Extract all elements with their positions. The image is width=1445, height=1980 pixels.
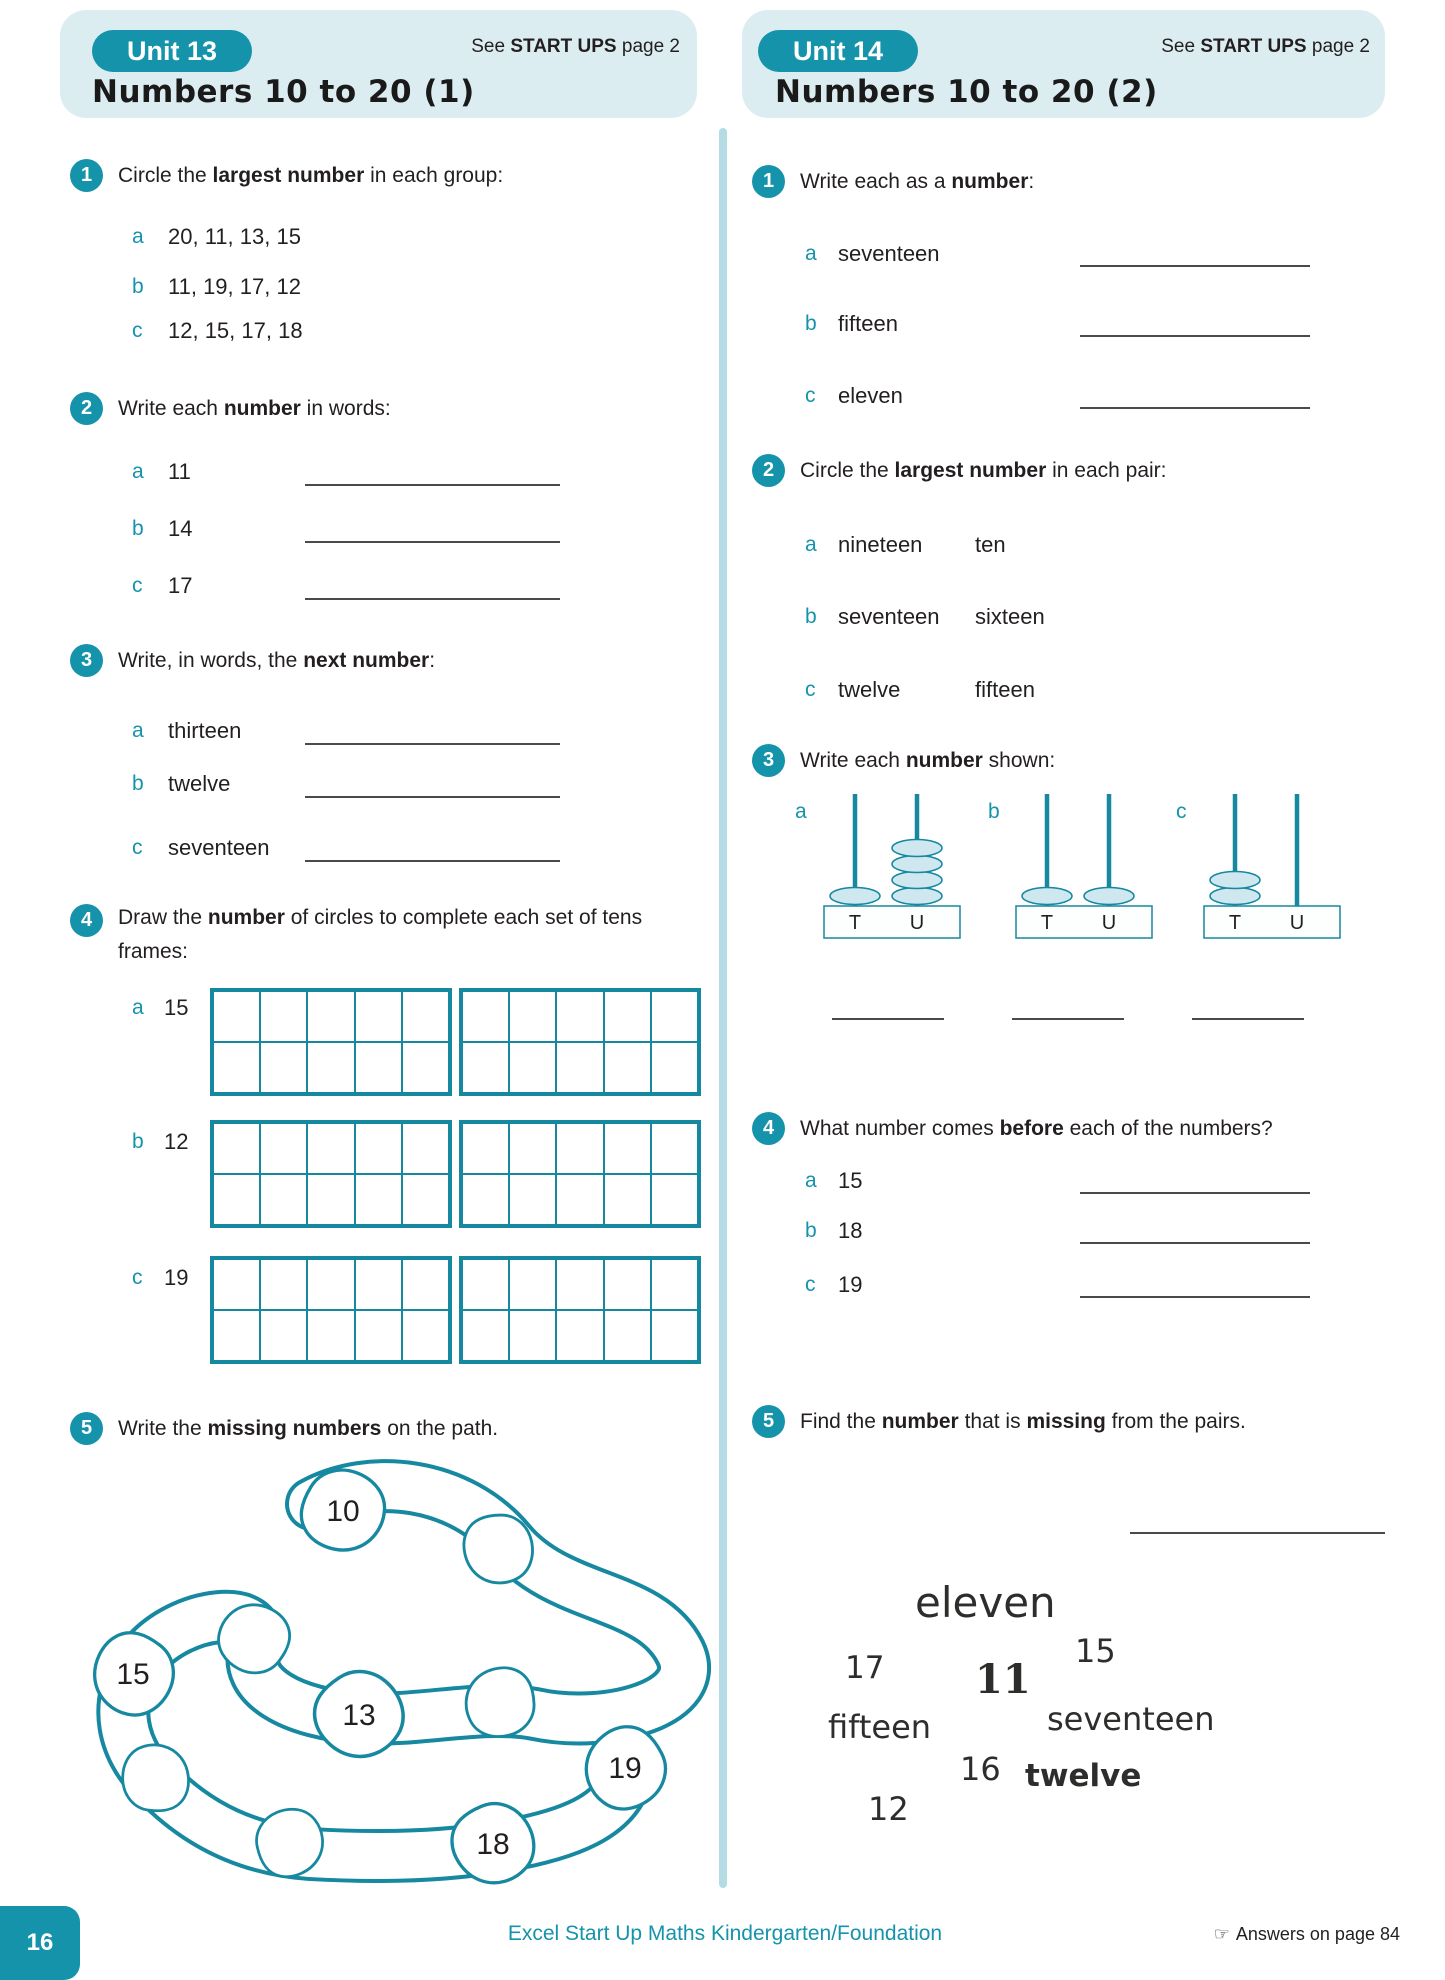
tens-frame[interactable]	[210, 1256, 452, 1364]
cloud-word[interactable]: 16	[960, 1750, 1001, 1788]
answer-line[interactable]	[305, 598, 560, 600]
cloud-word[interactable]: 15	[1075, 1632, 1116, 1670]
answer-line[interactable]	[1080, 1242, 1310, 1244]
footer-book-title: Excel Start Up Maths Kindergarten/Foundation	[507, 1922, 943, 1945]
item-letter: b	[805, 1219, 817, 1242]
u14-q1-number: 1	[752, 165, 785, 198]
units-label: U	[909, 912, 925, 934]
item-letter: a	[805, 242, 817, 265]
units-label: U	[1289, 912, 1305, 934]
u13-q3-text: Write, in words, the next number:	[118, 649, 436, 672]
answer-line[interactable]	[1080, 265, 1310, 267]
u14-q5-text: Find the number that is missing from the pairs.	[800, 1410, 1246, 1433]
item-letter: b	[805, 605, 817, 628]
answer-line[interactable]	[305, 484, 560, 486]
item-letter: c	[132, 319, 143, 342]
u13-q2-number: 2	[70, 392, 103, 425]
u14-q2-text: Circle the largest number in each pair:	[800, 459, 1167, 482]
answer-line[interactable]	[305, 796, 560, 798]
item-value: thirteen	[168, 718, 242, 743]
u13-q5-text: Write the missing numbers on the path.	[118, 1417, 499, 1440]
pair-word[interactable]: nineteen	[838, 532, 923, 557]
answer-line[interactable]	[1080, 335, 1310, 337]
pair-word[interactable]: seventeen	[838, 604, 940, 629]
answer-line[interactable]	[1012, 1018, 1124, 1020]
u14-q3-number: 3	[752, 744, 785, 777]
u14-q4-text: What number comes before each of the numbers?	[800, 1117, 1273, 1140]
cloud-word[interactable]: eleven	[915, 1578, 1056, 1627]
cloud-word[interactable]: fifteen	[828, 1708, 932, 1746]
item-letter: a	[132, 996, 144, 1019]
tens-frame[interactable]	[459, 1256, 701, 1364]
unit14-badge: Unit 14	[758, 30, 918, 72]
tens-label: T	[1228, 912, 1242, 934]
u14-q2-number: 2	[752, 454, 785, 487]
units-label: U	[1101, 912, 1117, 934]
tens-frame[interactable]	[459, 988, 701, 1096]
number-group[interactable]: 11, 19, 17, 12	[168, 274, 301, 299]
stone-label: 10	[326, 1495, 360, 1528]
item-letter: b	[805, 312, 817, 335]
cloud-word[interactable]: 12	[868, 1790, 909, 1828]
item-value: 11	[168, 459, 191, 484]
see-note-bold: START UPS	[1200, 36, 1307, 57]
cloud-word[interactable]: seventeen	[1047, 1700, 1215, 1738]
item-value: seventeen	[168, 835, 270, 860]
u14-q4-number: 4	[752, 1112, 785, 1145]
number-group[interactable]: 12, 15, 17, 18	[168, 318, 303, 343]
pair-word[interactable]: twelve	[838, 677, 901, 702]
stone-label: 13	[342, 1699, 376, 1732]
see-note-text: page 2	[1306, 36, 1370, 57]
tens-frame[interactable]	[210, 988, 452, 1096]
item-letter: c	[805, 384, 816, 407]
item-value: 19	[838, 1272, 863, 1297]
item-value: 18	[838, 1218, 863, 1243]
item-value: 15	[164, 995, 189, 1020]
u13-q1-number: 1	[70, 159, 103, 192]
tens-label: T	[848, 912, 862, 934]
item-letter: b	[132, 772, 144, 795]
abacus-letter: a	[795, 800, 807, 823]
pair-word[interactable]: sixteen	[975, 604, 1045, 629]
u13-q5-number: 5	[70, 1412, 103, 1445]
answer-line[interactable]	[305, 743, 560, 745]
footer-answers-note: ☞ Answers on page 84	[1213, 1924, 1400, 1944]
answer-line[interactable]	[1192, 1018, 1304, 1020]
see-note-text: See	[1161, 36, 1201, 57]
unit13-badge: Unit 13	[92, 30, 252, 72]
unit14-see-note	[1070, 36, 1370, 58]
number-group[interactable]: 20, 11, 13, 15	[168, 224, 301, 249]
answer-line[interactable]	[832, 1018, 944, 1020]
u14-q3-text: Write each number shown:	[800, 749, 1056, 772]
answer-line[interactable]	[1080, 407, 1310, 409]
u13-q3-number: 3	[70, 644, 103, 677]
item-value: seventeen	[838, 241, 940, 266]
unit13-see-note	[380, 36, 680, 58]
abacus-letter: c	[1176, 800, 1187, 823]
stone-label: 19	[608, 1752, 642, 1785]
answer-line[interactable]	[305, 860, 560, 862]
stone-label: 18	[476, 1828, 510, 1861]
tens-frame[interactable]	[210, 1120, 452, 1228]
item-value: 17	[168, 573, 193, 598]
cloud-word[interactable]: 11	[975, 1656, 1031, 1703]
item-letter: c	[132, 1266, 143, 1289]
item-letter: b	[132, 1130, 144, 1153]
item-value: eleven	[838, 383, 903, 408]
item-value: 14	[168, 516, 193, 541]
u13-q1-text: Circle the largest number in each group:	[118, 164, 504, 187]
number-path-figure	[40, 1452, 740, 1912]
item-value: 19	[164, 1265, 189, 1290]
item-letter: b	[132, 517, 144, 540]
abacus-figure	[822, 788, 972, 942]
abacus-letter: b	[988, 800, 1000, 823]
item-letter: c	[805, 678, 816, 701]
item-letter: c	[132, 574, 143, 597]
u13-q4-text: Draw the number of circles to complete each set of tens frames:	[118, 906, 643, 963]
item-value: 15	[838, 1168, 863, 1193]
item-value: fifteen	[838, 311, 898, 336]
item-value: twelve	[168, 771, 231, 796]
see-note-text: See	[471, 36, 511, 57]
item-letter: c	[805, 1273, 816, 1296]
abacus-figure	[1202, 788, 1352, 942]
item-letter: a	[132, 719, 144, 742]
page-number-tab: 16	[0, 1906, 80, 1980]
item-letter: a	[805, 533, 817, 556]
u14-q1-text: Write each as a number:	[800, 170, 1035, 193]
item-letter: a	[132, 460, 144, 483]
see-note-text: page 2	[616, 36, 680, 57]
answer-line[interactable]	[1080, 1296, 1310, 1298]
cloud-word[interactable]: 17	[845, 1650, 885, 1686]
item-letter: a	[132, 225, 144, 248]
tens-frame[interactable]	[459, 1120, 701, 1228]
column-divider	[719, 128, 727, 1888]
answer-line[interactable]	[1080, 1192, 1310, 1194]
item-letter: c	[132, 836, 143, 859]
answer-line[interactable]	[305, 541, 560, 543]
u13-q4-number: 4	[70, 904, 103, 937]
pointing-hand-icon: ☞	[1213, 1924, 1230, 1944]
pair-word[interactable]: ten	[975, 532, 1006, 557]
unit13-title: Numbers 10 to 20 (1)	[92, 74, 475, 110]
abacus-figure	[1014, 788, 1164, 942]
cloud-word[interactable]: twelve	[1025, 1758, 1142, 1794]
stone-label: 15	[116, 1658, 150, 1691]
unit14-title: Numbers 10 to 20 (2)	[775, 74, 1158, 110]
u13-q2-text: Write each number in words:	[118, 397, 391, 420]
item-letter: b	[132, 275, 144, 298]
answer-line[interactable]	[1130, 1532, 1385, 1534]
item-letter: a	[805, 1169, 817, 1192]
pair-word[interactable]: fifteen	[975, 677, 1035, 702]
tens-label: T	[1040, 912, 1054, 934]
item-value: 12	[164, 1129, 189, 1154]
u14-q5-number: 5	[752, 1405, 785, 1438]
see-note-bold: START UPS	[510, 36, 617, 57]
